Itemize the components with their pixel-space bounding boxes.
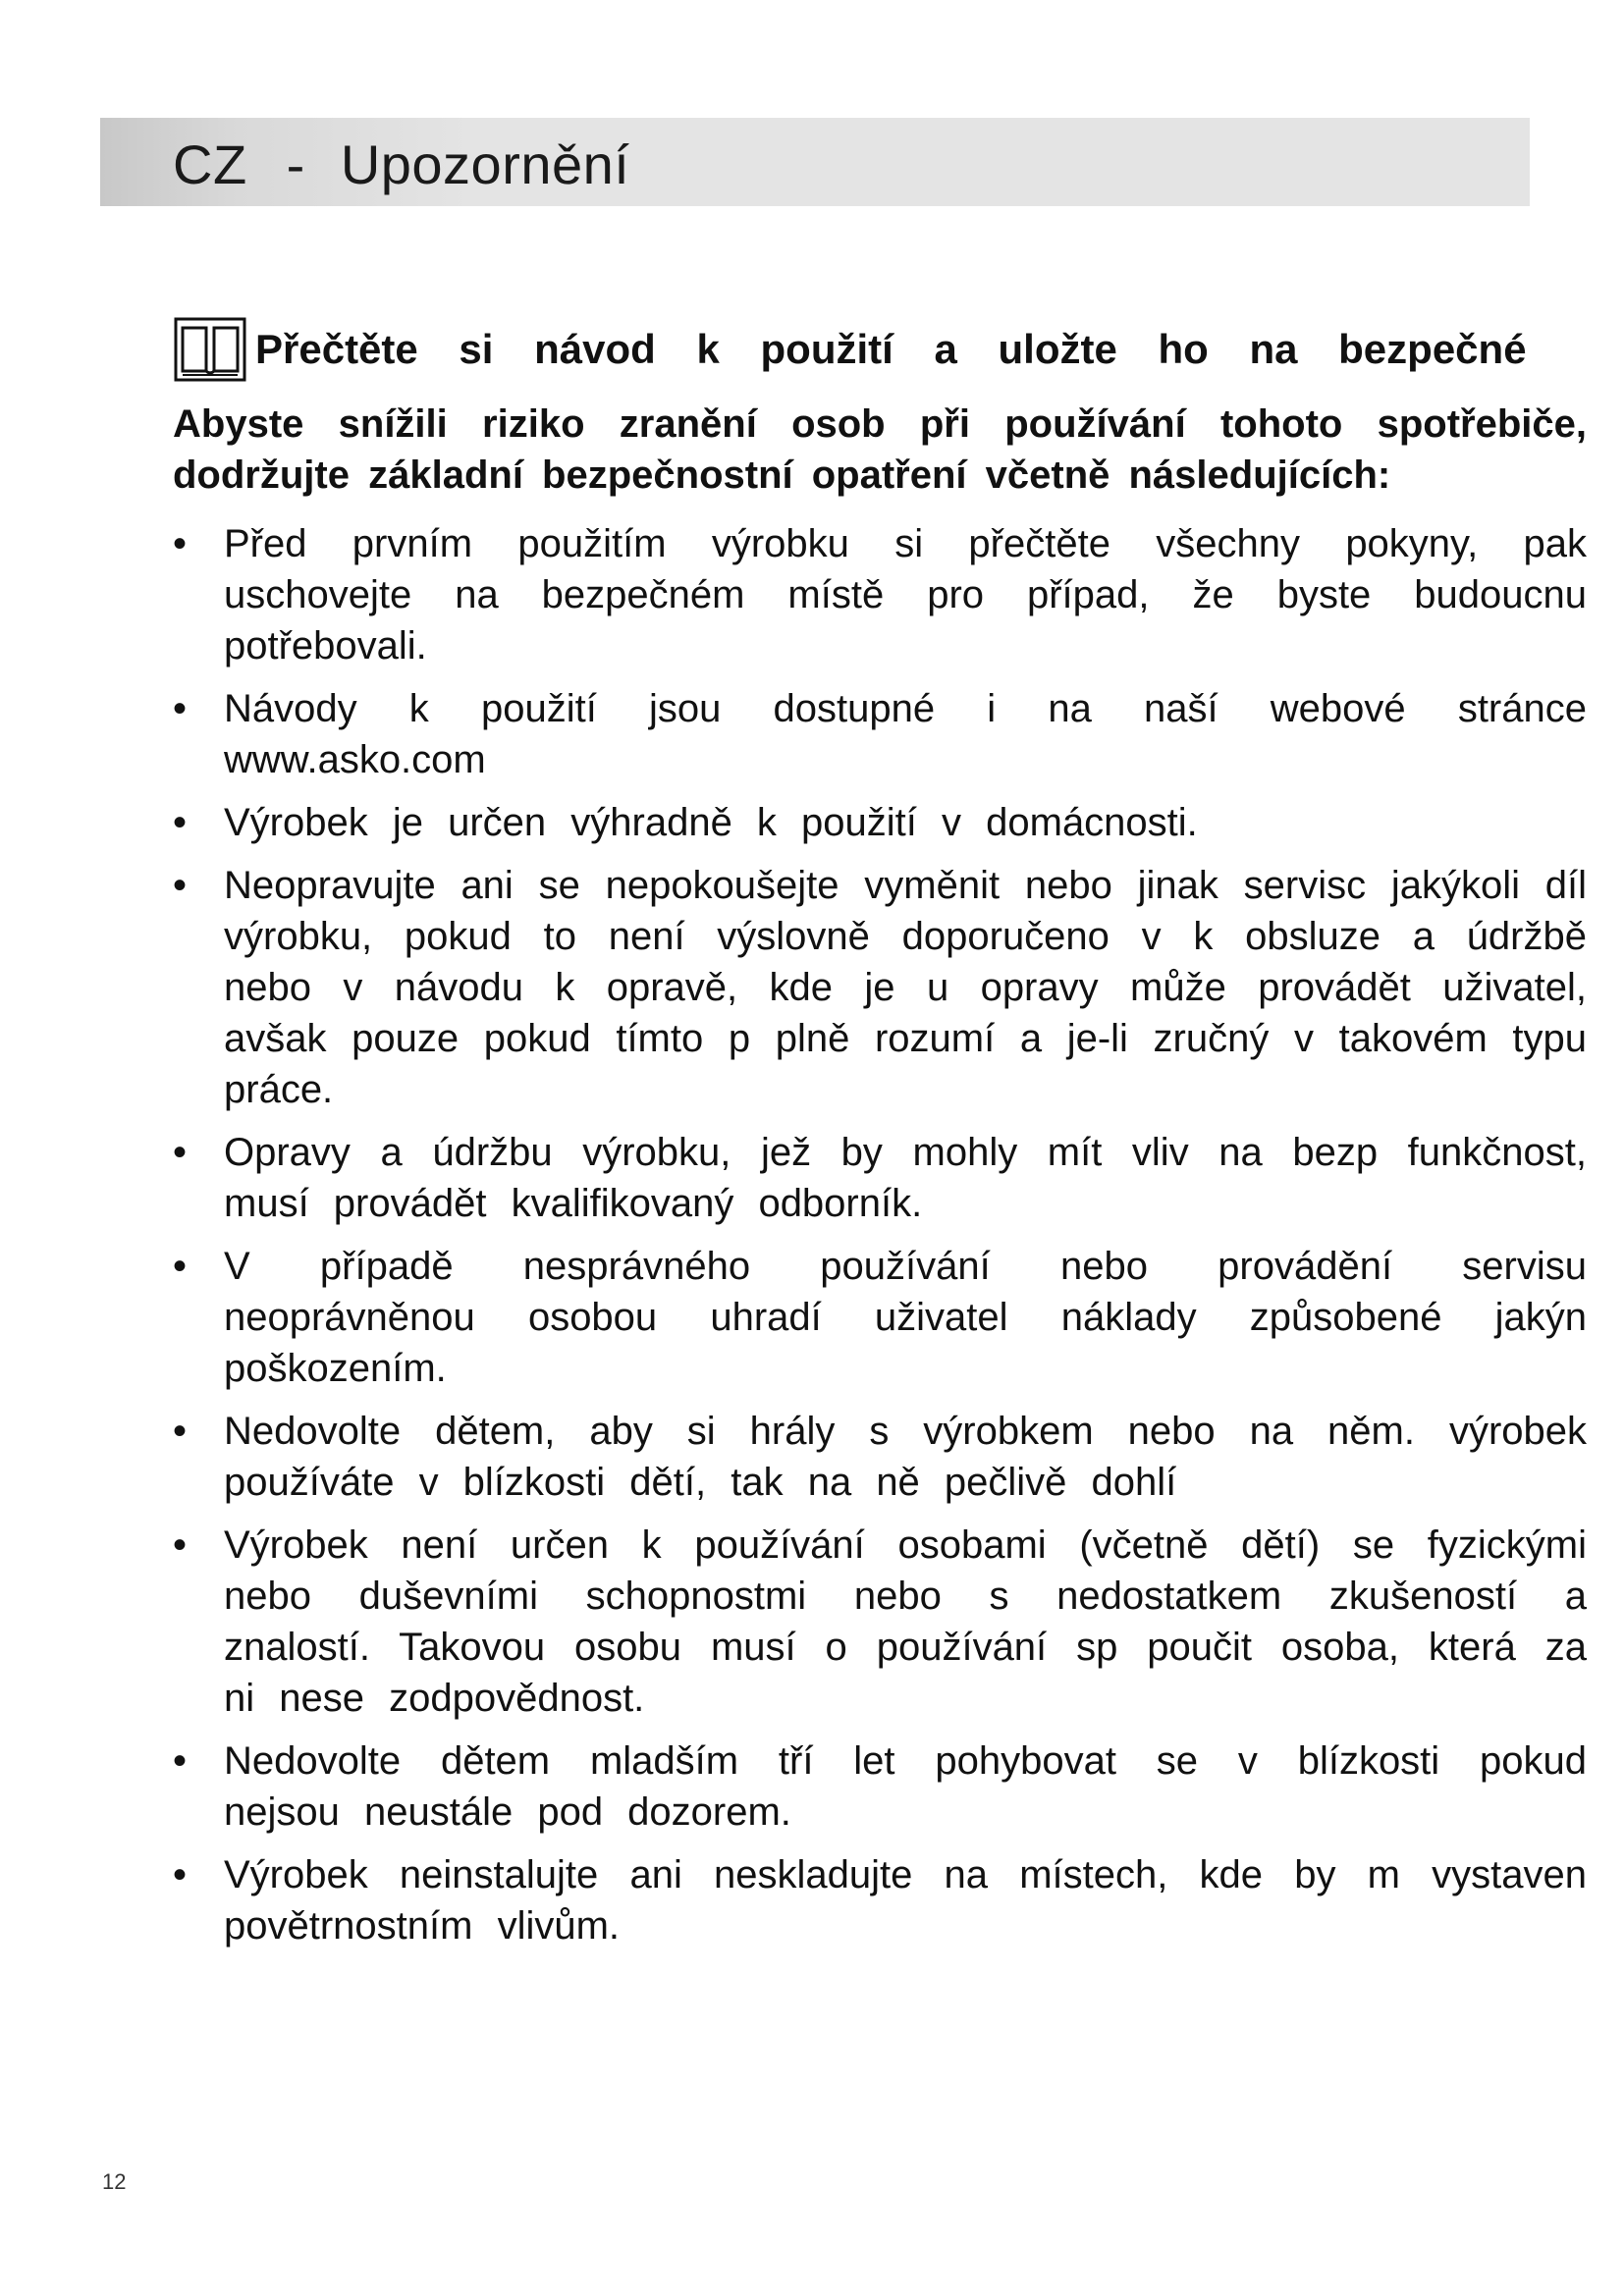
title-separator: - <box>286 133 305 195</box>
bullet-icon: • <box>173 687 188 730</box>
list-item-text: Neopravujte ani se nepokoušejte vyměnit nebo jinak servisc jakýkoli díl výrobku, pokud to není výslovně doporučeno v k obsluze a údržbě nebo v návodu k opravě, kde je u opravy může provádět uživatel, avšak pouze pokud tímto p plně rozumí a je-li zručný v takovém typu práce. <box>224 864 1587 1111</box>
list-item <box>173 1241 1587 1394</box>
list-item-text: Nedovolte dětem mladším tří let pohybovat se v blízkosti pokud nejsou neustále pod dozorem. <box>224 1739 1587 1834</box>
list-item-text: Před prvním použitím výrobku si přečtěte všechny pokyny, pak uschovejte na bezpečném místě pro případ, že byste budoucnu potřebovali. <box>224 522 1587 667</box>
list-item-text: Nedovolte dětem, aby si hrály s výrobkem nebo na něm. výrobek používáte v blízkosti dětí, tak na ně pečlivě dohlí <box>224 1410 1587 1504</box>
book-icon <box>173 316 247 383</box>
list-item-text: Návody k použití jsou dostupné i na naší webové stránce www.asko.com <box>224 687 1587 781</box>
language-code: CZ <box>173 133 247 195</box>
bullet-icon: • <box>173 1853 188 1896</box>
page-title <box>173 135 629 194</box>
bullet-icon: • <box>173 1739 188 1783</box>
bullet-icon: • <box>173 801 188 844</box>
bullet-icon: • <box>173 864 188 907</box>
list-item-text: Výrobek není určen k používání osobami (včetně dětí) se fyzickými nebo duševními schopnostmi nebo s nedostatkem zkušeností a znalostí. Takovou osobu musí o používání sp poučit osoba, která za ni nese zodpovědnost. <box>224 1523 1587 1720</box>
list-item <box>173 683 1587 785</box>
title-text: Upozornění <box>340 133 630 195</box>
list-item <box>173 1127 1587 1229</box>
bullet-icon: • <box>173 1410 188 1453</box>
read-manual-text: Přečtěte si návod k použití a uložte ho na bezpečné <box>255 326 1527 372</box>
list-item <box>173 1520 1587 1724</box>
bullet-icon: • <box>173 522 188 565</box>
list-item <box>173 860 1587 1115</box>
list-item <box>173 518 1587 671</box>
list-item-text: Opravy a údržbu výrobku, jež by mohly mít vliv na bezp funkčnost, musí provádět kvalifikovaný odborník. <box>224 1131 1587 1225</box>
bullet-icon: • <box>173 1245 188 1288</box>
warnings-content <box>173 314 1587 2022</box>
list-item-text: V případě nesprávného používání nebo provádění servisu neoprávněnou osobou uhradí uživatel náklady způsobené jakýn poškozením. <box>224 1245 1587 1390</box>
bullet-icon: • <box>173 1131 188 1174</box>
list-item <box>173 1735 1587 1838</box>
list-item <box>173 1849 1587 1951</box>
list-item-text: Výrobek je určen výhradně k použití v domácnosti. <box>224 801 1198 844</box>
page-number: 12 <box>102 2169 127 2194</box>
bullet-icon: • <box>173 1523 188 1567</box>
list-item-text: Výrobek neinstalujte ani neskladujte na místech, kde by m vystaven povětrnostním vlivům. <box>224 1853 1587 1948</box>
list-item <box>173 1406 1587 1508</box>
intro-paragraph: Abyste snížili riziko zranění osob při používání tohoto spotřebiče, dodržujte základní bezpečnostní opatření včetně následujících: <box>173 402 1587 497</box>
list-item <box>173 797 1587 848</box>
read-manual-line <box>173 314 1587 385</box>
safety-list <box>173 518 1587 1951</box>
